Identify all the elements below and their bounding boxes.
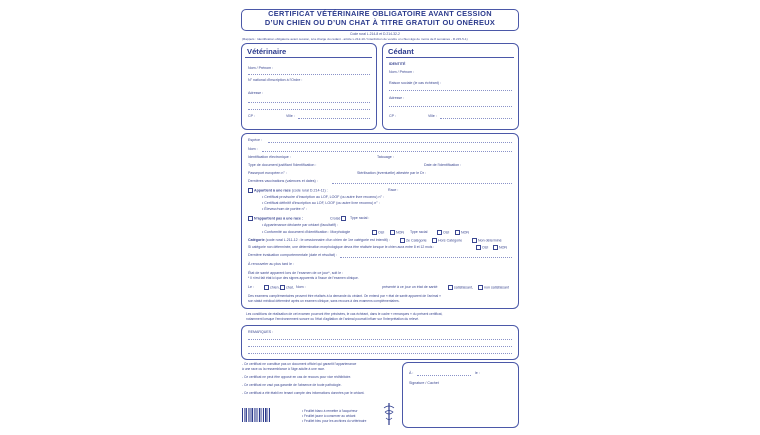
vet-address-field-2[interactable] xyxy=(248,109,370,110)
cross-checkbox[interactable] xyxy=(341,216,346,221)
title-line2: D’UN CHIEN OU D’UN CHAT À TITRE GRATUIT OU ONÉREUX xyxy=(264,17,496,27)
species-label: Espèce : xyxy=(248,138,262,142)
le-label: Le : xyxy=(248,285,254,289)
category-note: Si catégorie non déterminée, une détermination morphologique devra être réalisée lorsque le chien aura entre 8 et 12 mois : xyxy=(248,245,435,249)
cedant-box xyxy=(382,43,519,130)
nom-label: Nom : xyxy=(296,285,306,289)
det-yes-checkbox[interactable] xyxy=(476,245,481,250)
health-label: État de santé apparent lors de l’examen de ce jour*, soit le : xyxy=(248,271,344,275)
cedant-company-label: Raison sociale (le cas échéant) : xyxy=(389,81,441,85)
footer-note-2: à une race ou la ressemblance à l’âge adulte à une race. xyxy=(242,367,326,371)
distribution-2: • Feuillet jaune à conserver au cédant xyxy=(302,414,356,418)
vet-box xyxy=(241,43,377,130)
satisf-checkbox[interactable] xyxy=(448,285,453,290)
cat-option[interactable]: chat, xyxy=(280,285,294,290)
satisf-option[interactable]: satisfaisant, xyxy=(448,285,473,290)
breed-no-checkbox[interactable] xyxy=(248,216,253,221)
cedant-cp-label: CP : xyxy=(389,114,396,118)
hors-option[interactable]: Hors Catégorie xyxy=(432,238,462,243)
hors-checkbox[interactable] xyxy=(432,238,437,243)
breed-yes-option[interactable]: Appartient à une race (code rural D.214-11) : xyxy=(248,188,328,193)
remarks-label: REMARQUES : xyxy=(248,330,274,334)
signature-box[interactable] xyxy=(402,362,519,428)
distribution-3: • Feuillet bleu pour les archives du vétérinaire xyxy=(302,419,367,423)
vaccinations-field[interactable] xyxy=(332,183,512,184)
vet-order-label: N° national d’inscription à l’Ordre : xyxy=(248,78,303,82)
cat-checkbox[interactable] xyxy=(280,285,285,290)
cross-option[interactable]: Croisé xyxy=(330,216,347,221)
vet-name-field[interactable] xyxy=(248,74,370,75)
vet-address-field[interactable] xyxy=(248,102,370,103)
vet-name-label: Nom / Prénom : xyxy=(248,66,274,70)
cedant-city-label: Ville : xyxy=(428,114,437,118)
remarks-line-3[interactable] xyxy=(248,353,512,354)
type-no-checkbox[interactable] xyxy=(455,230,460,235)
det-yes[interactable]: OUI xyxy=(476,245,488,250)
morph-no-checkbox[interactable] xyxy=(390,230,395,235)
breed-no-option[interactable]: N’appartient pas à une race : xyxy=(248,216,303,221)
species-field[interactable] xyxy=(268,142,512,143)
morph-yes[interactable]: OUI xyxy=(372,230,384,235)
remarks-line-1[interactable] xyxy=(248,339,512,340)
breed-label: Race : xyxy=(388,188,399,192)
cedant-company-field[interactable] xyxy=(389,90,512,91)
sterilization-label: Stérilisation (éventuelle) attestée par le Dr : xyxy=(357,171,426,175)
veterinary-logo-icon xyxy=(381,402,397,426)
tattoo-label: Tatouage : xyxy=(377,155,394,159)
breed-no-item-1: • Appartenance déclarée par cédant (facultatif) : xyxy=(262,223,338,227)
cedant-title: Cédant xyxy=(388,47,414,56)
conditions-line1: Les conditions de réalisation de cet examen pourront être précisées, le cas échéant, dans le cadre « remarques » du présent certificat, xyxy=(246,312,443,316)
cedant-address-label: Adresse : xyxy=(389,96,405,100)
signature-label: Signature / Cachet xyxy=(409,381,439,385)
exam-note-1: Des examens complémentaires peuvent être réalisés à la demande du cédant. On entend par « état de santé apparent de l’animal » xyxy=(248,294,441,298)
name-field[interactable] xyxy=(262,151,512,152)
doc-type-label: Type de document justifiant l’identification : xyxy=(248,163,317,167)
cedant-name-label: Nom / Prénom : xyxy=(389,70,415,74)
det-no[interactable]: NON xyxy=(493,245,507,250)
footer-note-3: - Ce certificat ne peut être opposé en cas de recours pour vice rédhibitoire. xyxy=(242,375,352,379)
dog-option[interactable]: chien, xyxy=(264,285,280,290)
barcode-icon xyxy=(242,408,270,422)
title-line1: CERTIFICAT VÉTÉRINAIRE OBLIGATOIRE AVANT CESSION xyxy=(268,9,492,18)
breed-item-3: • Éleveur/nom de portée n° : xyxy=(262,207,308,211)
type-yes-checkbox[interactable] xyxy=(437,230,442,235)
signature-on: le : xyxy=(475,371,480,375)
cat2-option[interactable]: 2e Catégorie xyxy=(400,238,427,243)
renew-label: À renouveler au plus tard le : xyxy=(248,262,294,266)
det-no-checkbox[interactable] xyxy=(493,245,498,250)
breed-no-item-2: • Conformité au document d’identification : Morphologie xyxy=(262,230,351,234)
behavior-label: Dernière évaluation comportementale (date et résultat) : xyxy=(248,253,338,257)
name-label: Nom : xyxy=(248,147,258,151)
vet-city-label: Ville : xyxy=(286,114,295,118)
signature-at: À : xyxy=(409,371,414,375)
breed-yes-checkbox[interactable] xyxy=(248,188,253,193)
certificate-sheet xyxy=(238,6,522,432)
vet-cp-label: CP : xyxy=(248,114,255,118)
footer-note-4: - Ce certificat ne vaut pas garantie de l’absence de toute pathologie. xyxy=(242,383,342,387)
vet-city-field[interactable] xyxy=(298,118,370,119)
vaccinations-label: Dernières vaccinations (valences et dates) : xyxy=(248,179,318,183)
type-racial-label: Type racial xyxy=(410,230,428,234)
distribution-1: • Feuillet blanc à remettre à l’acquéreur xyxy=(302,409,358,413)
unsatisf-option[interactable]: non satisfaisant xyxy=(478,285,509,290)
footer-note-1: - Ce certificat ne constitue pas un document officiel qui garantit l’appartenance xyxy=(242,362,357,366)
remarks-box[interactable] xyxy=(241,325,519,360)
dog-checkbox[interactable] xyxy=(264,285,269,290)
category-line: Catégorie (code rural L.211-12 : le cessionnaire d’un chien de 1re catégorie est interdit) : xyxy=(248,238,390,242)
id-date-label: Date de l’identification : xyxy=(424,163,462,167)
type-yes[interactable]: OUI xyxy=(437,230,449,235)
morph-yes-checkbox[interactable] xyxy=(372,230,377,235)
legal-code: Code rural L.214-8 et D.214-32-2 xyxy=(350,32,400,36)
nondet-checkbox[interactable] xyxy=(472,238,477,243)
exam-note-2: son statut médical déterminé après un examen clinique, sans recours à des examens complémentaires. xyxy=(248,299,400,303)
footer-note-5: - Ce certificat a été établi en tenant compte des informations données par le cédant. xyxy=(242,391,365,395)
type-no[interactable]: NON xyxy=(455,230,469,235)
animal-box xyxy=(241,133,519,309)
passport-label: Passeport européen n° : xyxy=(248,171,287,175)
morph-no[interactable]: NON xyxy=(390,230,404,235)
breed-item-2: • Certificat définitif d’inscription au LOF, LOOF (ou autre livre reconnu) n° : xyxy=(262,201,380,205)
title-box xyxy=(241,9,519,31)
remarks-line-2[interactable] xyxy=(248,346,512,347)
nondet-option[interactable]: Non déterminé xyxy=(472,238,502,243)
cedant-address-field[interactable] xyxy=(389,106,512,107)
legal-reminder: (Rappels : Identification obligatoire avant cession, à la charge du cédant - article L.212-10 / Interdiction de vendre un chien âgé de moins de 8 semaines - R.215-5-1) xyxy=(242,37,468,41)
chip-label: Identification électronique : xyxy=(248,155,291,159)
type-race-label: Type racial : xyxy=(350,216,370,220)
behavior-field[interactable] xyxy=(340,257,512,258)
health-note: * Il n’est fait état ici que des signes apparents à l’issue de l’examen clinique. xyxy=(248,276,359,280)
unsatisf-checkbox[interactable] xyxy=(478,285,483,290)
conditions-line2: notamment lorsque l’environnement sonore ou l’état d’agitation de l’animal pourrait influer sur l’interprétation du relevé. xyxy=(246,317,419,321)
cedant-city-field[interactable] xyxy=(440,118,512,119)
cat2-checkbox[interactable] xyxy=(400,238,405,243)
breed-item-1: • Certificat provisoire d’inscription au LOF, LOOF (ou autre livre reconnu) n° : xyxy=(262,195,384,199)
vet-address-label: Adresse : xyxy=(248,91,264,95)
presented-text: présenté à ce jour un état de santé xyxy=(382,285,438,289)
vet-title: Vétérinaire xyxy=(247,47,287,56)
cedant-identity: IDENTITÉ xyxy=(389,62,406,66)
